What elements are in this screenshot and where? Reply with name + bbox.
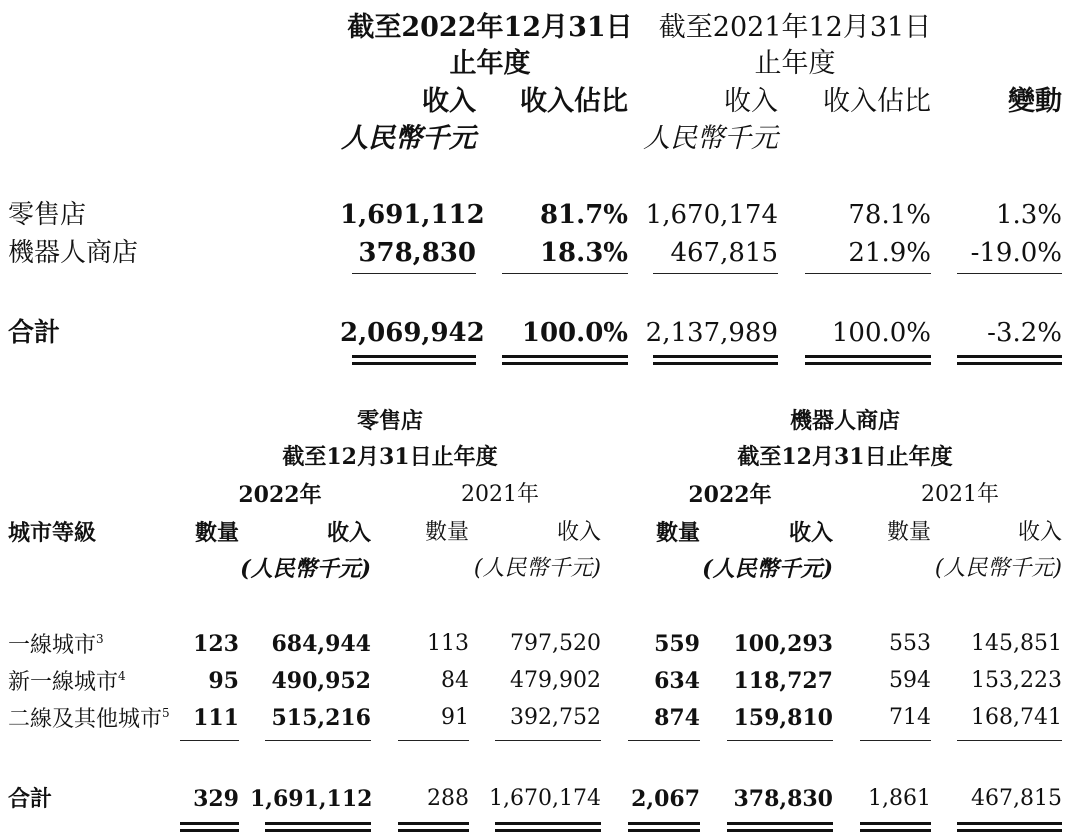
col-count: 數量 <box>424 520 469 545</box>
unit-robot-2021: (人民幣千元) <box>934 556 1062 581</box>
cell-share-2021: 78.1% <box>848 200 931 230</box>
cell-retail-2022-count: 95 <box>208 668 239 694</box>
col-revenue-2021: 收入 <box>724 86 778 117</box>
cell-share-2022: 18.3% <box>539 238 628 268</box>
group-retail-title: 零售店 <box>356 408 423 434</box>
header-2022-period-suffix: 止年度 <box>449 48 531 79</box>
cell-robot-2022-count: 559 <box>654 631 700 657</box>
header-2021-period: 截至2021年12月31日 <box>658 12 932 43</box>
header-2021-period-suffix: 止年度 <box>754 48 836 79</box>
subtotal-rule <box>502 273 628 274</box>
cell-robot-2021-rev: 145,851 <box>971 631 1062 656</box>
total-double-rule <box>398 822 469 832</box>
subtotal-rule <box>957 740 1062 741</box>
total-double-rule <box>502 355 628 365</box>
cell-retail-2021-count: 84 <box>441 668 469 693</box>
group-retail-period: 截至12月31日止年度 <box>282 444 498 470</box>
cell-robot-2021-count: 594 <box>889 668 931 693</box>
cell-retail-2022-count: 123 <box>193 631 239 657</box>
total-retail-2021-rev: 1,670,174 <box>489 786 601 811</box>
cell-robot-2021-count: 714 <box>889 705 931 730</box>
cell-change: 1.3% <box>995 200 1062 230</box>
cell-retail-2021-rev: 392,752 <box>510 705 601 730</box>
cell-share-2021: 21.9% <box>848 238 931 268</box>
cell-robot-2021-count: 553 <box>889 631 931 656</box>
col-share-2021: 收入佔比 <box>823 86 931 117</box>
col-revenue: 收入 <box>326 520 371 546</box>
total-double-rule <box>957 355 1062 365</box>
total-double-rule <box>265 822 371 832</box>
total-retail-2022-count: 329 <box>193 786 239 812</box>
total-share-2022: 100.0% <box>521 318 628 348</box>
group-robot-title: 機器人商店 <box>789 408 900 434</box>
cell-retail-2021-count: 113 <box>427 631 469 656</box>
cell-share-2022: 81.7% <box>539 200 628 230</box>
year-2021-retail: 2021年 <box>461 482 539 507</box>
subtotal-rule <box>860 740 931 741</box>
year-2021-robot: 2021年 <box>921 482 999 507</box>
tier-label: 二線及其他城市$^5$ <box>8 706 170 732</box>
cell-robot-2021-rev: 153,223 <box>971 668 1062 693</box>
unit-retail-2022: (人民幣千元) <box>240 556 371 582</box>
unit-retail-2021: (人民幣千元) <box>473 556 601 581</box>
cell-retail-2022-rev: 515,216 <box>271 705 371 731</box>
cell-retail-2022-rev: 490,952 <box>271 668 371 694</box>
row-label-robot: 機器人商店 <box>8 238 139 268</box>
col-revenue-2022: 收入 <box>422 86 476 117</box>
total-double-rule <box>957 822 1062 832</box>
total-double-rule <box>860 822 931 832</box>
cell-rev-2022: 378,830 <box>358 238 476 268</box>
total-label: 合計 <box>8 786 53 812</box>
total-retail-2021-count: 288 <box>427 786 469 811</box>
subtotal-rule <box>628 740 700 741</box>
cell-retail-2021-count: 91 <box>441 705 469 730</box>
cell-robot-2022-rev: 118,727 <box>733 668 833 694</box>
subtotal-rule <box>653 273 778 274</box>
subtotal-rule <box>727 740 833 741</box>
year-2022-retail: 2022年 <box>238 482 322 508</box>
cell-rev-2021: 467,815 <box>670 238 778 268</box>
subtotal-rule <box>352 273 476 274</box>
subtotal-rule <box>180 740 239 741</box>
tier-label: 新一線城市$^4$ <box>8 669 126 695</box>
total-double-rule <box>727 822 833 832</box>
row-label-retail: 零售店 <box>8 200 87 230</box>
total-share-2021: 100.0% <box>831 318 931 348</box>
total-change: -3.2% <box>987 318 1062 348</box>
unit-2022: 人民幣千元 <box>341 123 476 154</box>
total-robot-2022-rev: 378,830 <box>733 786 833 812</box>
total-double-rule <box>628 822 700 832</box>
col-share-2022: 收入佔比 <box>520 86 628 117</box>
tier-label: 一線城市$^3$ <box>8 632 104 658</box>
cell-robot-2022-count: 634 <box>654 668 700 694</box>
total-retail-2022-rev: 1,691,112 <box>250 786 373 812</box>
total-rev-2021: 2,137,989 <box>645 318 778 348</box>
col-count: 數量 <box>655 520 700 546</box>
group-robot-period: 截至12月31日止年度 <box>737 444 953 470</box>
cell-retail-2022-rev: 684,944 <box>271 631 371 657</box>
total-robot-2022-count: 2,067 <box>631 786 700 812</box>
col-revenue: 收入 <box>556 520 601 545</box>
cell-change: -19.0% <box>970 238 1062 268</box>
total-double-rule <box>352 355 476 365</box>
subtotal-rule <box>265 740 371 741</box>
cell-retail-2021-rev: 479,902 <box>510 668 601 693</box>
col-city-tier: 城市等級 <box>8 520 97 546</box>
header-2022-period: 截至2022年12月31日 <box>347 12 633 43</box>
total-label: 合計 <box>8 318 61 348</box>
cell-retail-2022-count: 111 <box>193 705 239 731</box>
col-count: 數量 <box>194 520 239 546</box>
subtotal-rule <box>805 273 931 274</box>
col-change: 變動 <box>1008 86 1062 117</box>
total-double-rule <box>653 355 778 365</box>
year-2022-robot: 2022年 <box>688 482 772 508</box>
total-robot-2021-count: 1,861 <box>868 786 931 811</box>
col-count: 數量 <box>886 520 931 545</box>
cell-robot-2022-count: 874 <box>654 705 700 731</box>
subtotal-rule <box>957 273 1062 274</box>
subtotal-rule <box>398 740 469 741</box>
cell-robot-2021-rev: 168,741 <box>971 705 1062 730</box>
total-robot-2021-rev: 467,815 <box>971 786 1062 811</box>
cell-robot-2022-rev: 159,810 <box>733 705 833 731</box>
total-double-rule <box>180 822 239 832</box>
total-rev-2022: 2,069,942 <box>340 318 485 348</box>
total-double-rule <box>805 355 931 365</box>
cell-rev-2021: 1,670,174 <box>645 200 778 230</box>
cell-robot-2022-rev: 100,293 <box>733 631 833 657</box>
cell-rev-2022: 1,691,112 <box>340 200 485 230</box>
cell-retail-2021-rev: 797,520 <box>510 631 601 656</box>
unit-robot-2022: (人民幣千元) <box>702 556 833 582</box>
col-revenue: 收入 <box>788 520 833 546</box>
total-double-rule <box>495 822 601 832</box>
unit-2021: 人民幣千元 <box>643 123 778 154</box>
subtotal-rule <box>495 740 601 741</box>
col-revenue: 收入 <box>1017 520 1062 545</box>
